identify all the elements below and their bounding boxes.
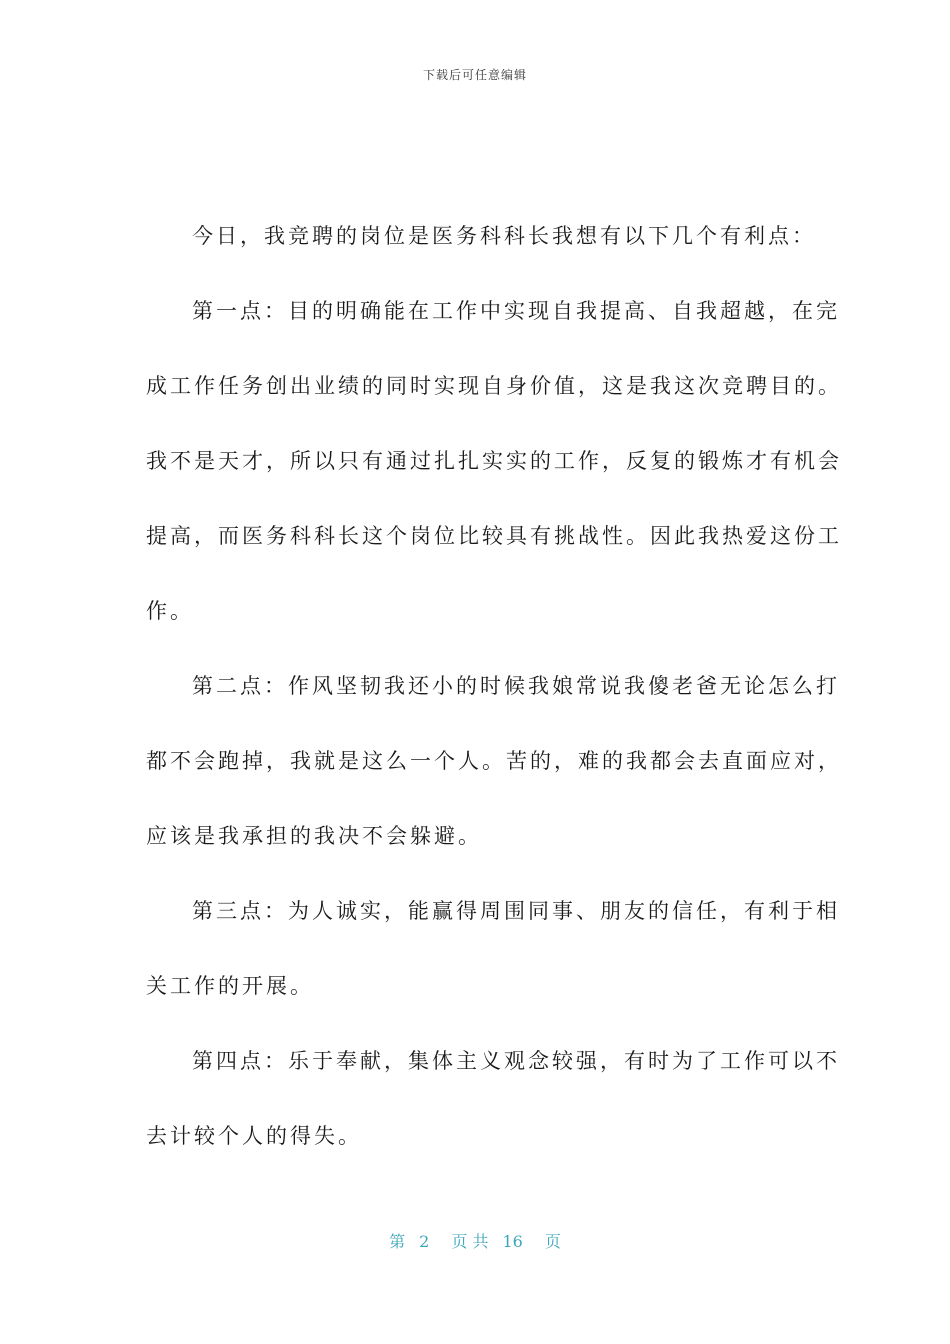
page-footer [0, 1229, 950, 1252]
paragraph-point-2-line-2: 都不会跑掉，我就是这么一个人。苦的，难的我都会去直面应对， [146, 749, 842, 773]
paragraph-point-2-line-1: 第二点：作风坚韧我还小的时候我娘常说我傻老爸无论怎么打 [192, 674, 840, 698]
footer-total-pages: 16 [502, 1232, 523, 1251]
paragraph-point-3-line-1: 第三点：为人诚实，能赢得周围同事、朋友的信任，有利于相 [192, 899, 840, 923]
footer-suffix: 页 [544, 1232, 561, 1251]
footer-prefix: 第 [389, 1232, 406, 1251]
paragraph-point-1-line-4: 提高，而医务科科长这个岗位比较具有挑战性。因此我热爱这份工 [146, 524, 842, 548]
paragraph-point-4-line-2: 去计较个人的得失。 [146, 1124, 362, 1148]
paragraph-point-1-line-5: 作。 [146, 599, 194, 623]
paragraph-intro-line: 今日，我竞聘的岗位是医务科科长我想有以下几个有利点： [192, 224, 816, 248]
paragraph-point-3-line-2: 关工作的开展。 [146, 974, 314, 998]
paragraph-point-1-line-3: 我不是天才，所以只有通过扎扎实实的工作，反复的锻炼才有机会 [146, 449, 842, 473]
paragraph-point-1-line-1: 第一点：目的明确能在工作中实现自我提高、自我超越，在完 [192, 299, 840, 323]
paragraph-point-2-line-3: 应该是我承担的我决不会躲避。 [146, 824, 482, 848]
page-header-note: 下载后可任意编辑 [422, 68, 527, 82]
footer-current-page: 2 [419, 1232, 430, 1251]
paragraph-point-1-line-2: 成工作任务创出业绩的同时实现自身价值，这是我这次竞聘目的。 [146, 374, 842, 398]
paragraph-point-4-line-1: 第四点：乐于奉献，集体主义观念较强，有时为了工作可以不 [192, 1049, 840, 1073]
footer-middle: 页 共 [451, 1232, 489, 1251]
document-body [146, 199, 842, 1174]
